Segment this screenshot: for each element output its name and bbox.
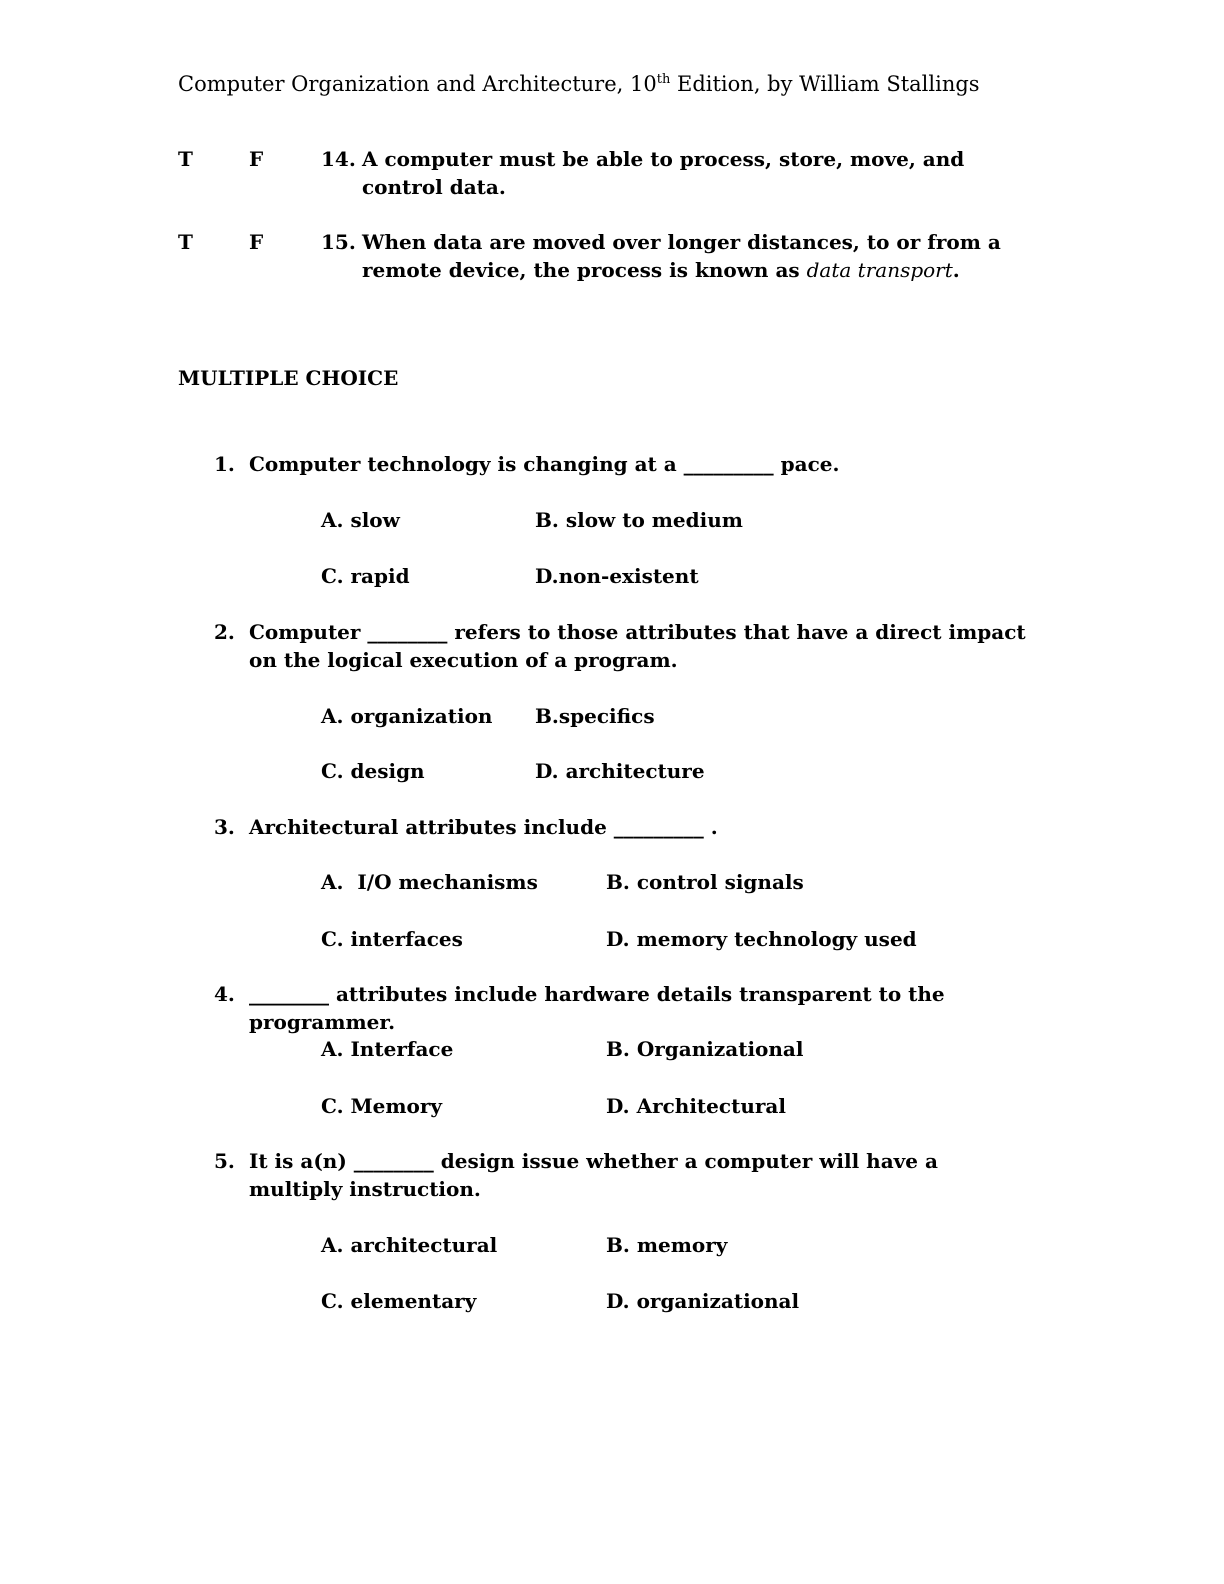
option-a[interactable] — [321, 702, 492, 730]
question-number: 15. — [321, 230, 356, 254]
option-letter: C. — [321, 1094, 344, 1118]
question-text: ________ attributes include hardware details transparent to the programmer. — [249, 982, 945, 1034]
true-option[interactable]: T — [178, 230, 193, 254]
option-letter: D. — [606, 927, 630, 951]
option-c[interactable] — [321, 1092, 442, 1120]
question-text: It is a(n) ________ design issue whether a computer will have a multiply instruction. — [249, 1149, 938, 1201]
option-letter: D. — [535, 759, 559, 783]
question-number: 2. — [214, 620, 235, 644]
option-a[interactable] — [321, 1035, 453, 1063]
option-b[interactable] — [606, 1231, 727, 1259]
option-letter: A. — [321, 704, 344, 728]
option-letter: D. — [535, 564, 559, 588]
option-label: interfaces — [350, 927, 463, 951]
option-letter: B. — [535, 704, 559, 728]
question-text: A computer must be able to process, store, move, and control data. — [362, 147, 965, 199]
option-d[interactable] — [606, 1287, 799, 1315]
option-letter: C. — [321, 564, 344, 588]
question-text-italic: data transport — [806, 258, 953, 282]
option-c[interactable] — [321, 925, 463, 953]
option-label: elementary — [350, 1289, 477, 1313]
option-letter: B. — [606, 1037, 630, 1061]
option-label: control signals — [636, 870, 804, 894]
option-d[interactable] — [606, 925, 917, 953]
question-text: Architectural attributes include _________ . — [249, 815, 718, 839]
section-title: MULTIPLE CHOICE — [178, 366, 399, 390]
option-a[interactable] — [321, 1231, 497, 1259]
option-letter: A. — [321, 1037, 344, 1061]
option-letter: B. — [535, 508, 559, 532]
option-letter: B. — [606, 1233, 630, 1257]
option-label: Interface — [350, 1037, 454, 1061]
header-text-1: Computer Organization and Architecture, 10 — [178, 72, 657, 96]
option-label: rapid — [350, 564, 410, 588]
option-label: architecture — [565, 759, 705, 783]
question-text: Computer ________ refers to those attributes that have a direct impact on the logical execution of a program. — [249, 620, 1026, 672]
option-label: I/O mechanisms — [357, 870, 538, 894]
option-letter: C. — [321, 759, 344, 783]
question-text-part: When data are moved over longer distances, to or from a remote device, the process is known as — [362, 230, 1001, 282]
question-number: 5. — [214, 1149, 235, 1173]
option-label: memory technology used — [636, 927, 917, 951]
option-d[interactable] — [535, 757, 705, 785]
option-d[interactable] — [535, 562, 699, 590]
question-text: Computer technology is changing at a _________ pace. — [249, 452, 840, 476]
option-letter: D. — [606, 1094, 630, 1118]
option-letter: B. — [606, 870, 630, 894]
option-c[interactable] — [321, 757, 425, 785]
header-text-2: Edition, by William Stallings — [670, 72, 980, 96]
question-text — [362, 228, 1032, 284]
option-letter: C. — [321, 1289, 344, 1313]
option-label: memory — [636, 1233, 728, 1257]
option-c[interactable] — [321, 1287, 476, 1315]
option-b[interactable] — [606, 868, 804, 896]
option-c[interactable] — [321, 562, 410, 590]
option-label: organization — [350, 704, 493, 728]
option-letter: A. — [321, 508, 344, 532]
header-superscript: th — [656, 72, 671, 87]
true-option[interactable]: T — [178, 147, 193, 171]
page-header — [178, 72, 980, 96]
option-label: Memory — [350, 1094, 443, 1118]
option-a[interactable] — [321, 506, 400, 534]
option-label: Organizational — [636, 1037, 804, 1061]
question-number: 14. — [321, 147, 356, 171]
option-letter: C. — [321, 927, 344, 951]
option-label: non-existent — [558, 564, 699, 588]
option-label: architectural — [350, 1233, 498, 1257]
option-label: Architectural — [636, 1094, 786, 1118]
false-option[interactable]: F — [249, 147, 264, 171]
question-text-end: . — [952, 258, 960, 282]
option-label: specifics — [558, 704, 655, 728]
option-d[interactable] — [606, 1092, 786, 1120]
question-number: 1. — [214, 452, 235, 476]
option-letter: A. — [321, 1233, 344, 1257]
option-label: design — [350, 759, 425, 783]
option-label: slow — [350, 508, 400, 532]
option-letter: A. — [321, 870, 344, 894]
option-a[interactable] — [321, 868, 538, 896]
option-b[interactable] — [606, 1035, 803, 1063]
option-label: slow to medium — [565, 508, 743, 532]
option-b[interactable] — [535, 506, 743, 534]
question-number: 4. — [214, 982, 235, 1006]
option-letter: D. — [606, 1289, 630, 1313]
option-label: organizational — [636, 1289, 800, 1313]
question-number: 3. — [214, 815, 235, 839]
false-option[interactable]: F — [249, 230, 264, 254]
option-b[interactable] — [535, 702, 655, 730]
